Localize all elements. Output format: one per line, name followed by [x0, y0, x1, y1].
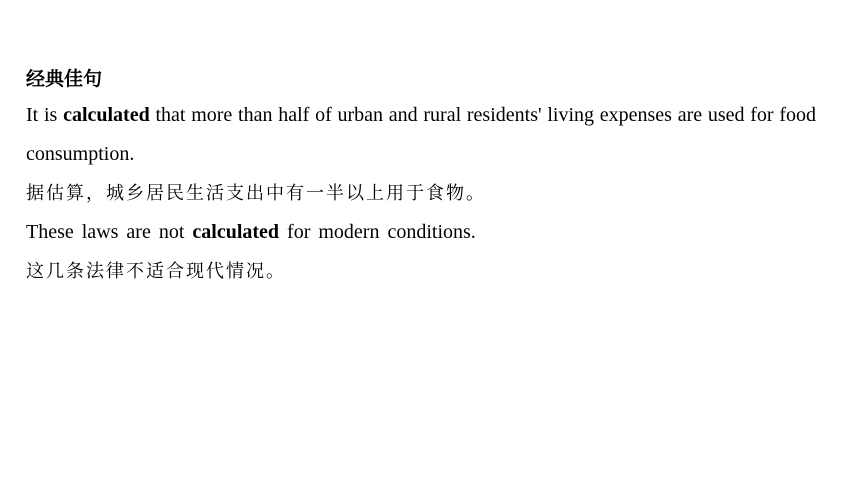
example-1-keyword: calculated — [63, 104, 150, 126]
example-2-keyword: calculated — [192, 221, 280, 243]
example-2-english — [26, 213, 816, 252]
example-2-english-start: These laws are not — [26, 221, 193, 243]
slide-content — [26, 62, 816, 291]
example-1-english-start: It is — [26, 104, 64, 126]
example-1-english — [26, 96, 816, 174]
example-2-chinese: 这几条法律不适合现代情况。 — [26, 261, 286, 282]
section-heading: 经典佳句 — [26, 68, 103, 90]
example-1-english-end: that more than half of urban and rural residents' living expenses are used for food consumption. — [26, 104, 816, 165]
example-2-english-end: for modern conditions. — [279, 221, 476, 243]
example-1-chinese: 据估算，城乡居民生活支出中有一半以上用于食物。 — [26, 183, 486, 204]
